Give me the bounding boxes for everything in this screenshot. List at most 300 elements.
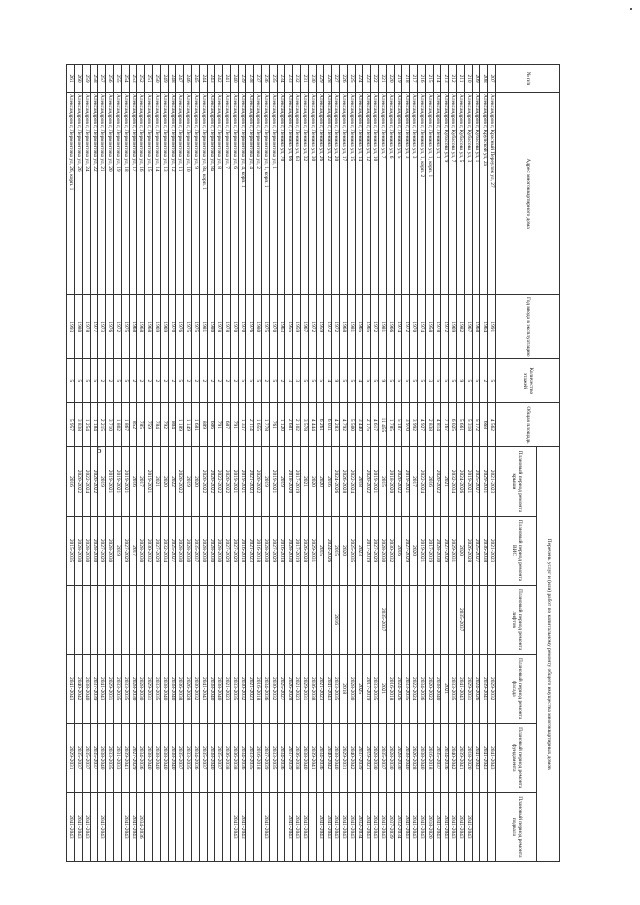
address-cell: Александров г, Лермонтова ул, 13 xyxy=(160,93,168,295)
table-cell: 2020-2022 xyxy=(254,447,262,516)
address-cell: Александров г, Ленина ул, 30 xyxy=(308,93,316,295)
table-cell: 2017-2019 xyxy=(293,447,301,516)
table-cell: 2041-2043 xyxy=(262,792,270,861)
table-cell: 2016 xyxy=(425,447,433,516)
table-cell: 2029-2031 xyxy=(464,654,472,723)
table-cell: 2016-2018 xyxy=(277,516,285,585)
table-cell: 2038-2040 xyxy=(207,654,215,723)
table-row xyxy=(90,65,98,862)
address-cell: Александров г, Ленина ул, 14 xyxy=(355,93,363,295)
table-cell: 2 xyxy=(215,359,223,403)
table-cell xyxy=(308,792,316,861)
table-cell xyxy=(113,792,121,861)
table-cell: 2031-2033 xyxy=(113,723,121,792)
table-cell: 2028-2030 xyxy=(90,516,98,585)
table-cell xyxy=(191,792,199,861)
table-cell xyxy=(355,585,363,654)
table-cell xyxy=(121,585,129,654)
table-cell: 1970 xyxy=(238,295,246,359)
table-cell: 247 xyxy=(176,65,184,93)
table-cell xyxy=(82,585,90,654)
table-cell: 2 xyxy=(145,359,153,403)
address-cell: Александров г, Ленина ул, 26 xyxy=(316,93,324,295)
table-cell: 2028-2030 xyxy=(207,516,215,585)
table-cell: 2038-2040 xyxy=(301,723,309,792)
table-cell: 2016 xyxy=(332,585,340,654)
table-cell: 2041-2043 xyxy=(464,792,472,861)
table-row xyxy=(363,65,371,862)
table-cell xyxy=(160,792,168,861)
table-cell: 2041-2043 xyxy=(457,792,465,861)
table-row xyxy=(145,65,153,862)
table-cell: 2033-2035 xyxy=(246,723,254,792)
table-cell: 9 xyxy=(457,359,465,403)
table-cell: 2038-2040 xyxy=(145,723,153,792)
table-cell: 2018-2020 xyxy=(285,447,293,516)
table-cell: 2 838 xyxy=(425,403,433,447)
table-cell: 1970 xyxy=(230,295,238,359)
table-cell: 2028-2030 xyxy=(74,516,82,585)
table-cell: 1964 xyxy=(480,295,488,359)
address-cell: Александров г, Ленина ул, 12 xyxy=(363,93,371,295)
table-cell: 1975 xyxy=(184,295,192,359)
header-utilities: Плановый период ремонта ВИС xyxy=(496,516,537,585)
table-row xyxy=(347,65,355,862)
address-cell: Александров г, Ленина ул, 32 xyxy=(301,93,309,295)
table-cell: 2041-2043 xyxy=(410,792,418,861)
table-cell: 2020-2022 xyxy=(363,447,371,516)
table-cell xyxy=(67,585,75,654)
table-cell: 2029-2031 xyxy=(106,654,114,723)
table-cell xyxy=(145,585,153,654)
address-cell: Александров г, Ленина ул, 10 xyxy=(371,93,379,295)
table-cell: 1972 xyxy=(332,295,340,359)
table-cell xyxy=(277,792,285,861)
table-cell: 1972 xyxy=(308,295,316,359)
table-cell: 2016-2018 xyxy=(425,723,433,792)
header-num: № п/п xyxy=(496,65,560,93)
table-cell: 3 710 xyxy=(106,403,114,447)
table-cell: 2021-2023 xyxy=(246,516,254,585)
table-cell: 2033-2035 xyxy=(371,654,379,723)
table-cell: 218 xyxy=(402,65,410,93)
table-row xyxy=(67,65,75,862)
address-cell: Александров г, Ленина ул, 3 xyxy=(402,93,410,295)
table-row xyxy=(168,65,176,862)
table-row xyxy=(425,65,433,862)
table-cell: 2028-2030 xyxy=(285,516,293,585)
table-cell: 759 xyxy=(145,403,153,447)
table-cell: 250 xyxy=(152,65,160,93)
table-cell: 2036-2038 xyxy=(480,516,488,585)
table-cell: 2041-2043 xyxy=(285,792,293,861)
scan-speck xyxy=(630,8,632,10)
table-cell: 2019-2021 xyxy=(418,516,426,585)
table-cell: 2018 xyxy=(355,447,363,516)
table-cell: 2035-2037 xyxy=(457,585,465,654)
address-cell: Александров г, Ленина ул, 7 xyxy=(379,93,387,295)
table-cell: 2034-2036 xyxy=(262,654,270,723)
header-address: Адрес многоквартирного дома xyxy=(496,93,560,295)
table-cell: 5 xyxy=(90,359,98,403)
table-cell: 2019-2021 xyxy=(145,447,153,516)
table-cell: 2028-2030 xyxy=(379,516,387,585)
table-cell: 2033-2035 xyxy=(121,654,129,723)
table-cell: 2038-2040 xyxy=(168,654,176,723)
table-row xyxy=(223,65,231,862)
table-cell: 2038-2040 xyxy=(332,723,340,792)
table-cell: 2021-2023 xyxy=(223,654,231,723)
table-cell: 2034-2036 xyxy=(238,723,246,792)
table-cell: 212 xyxy=(449,65,457,93)
table-cell: 2041-2043 xyxy=(371,792,379,861)
table-cell: 2027-2029 xyxy=(223,516,231,585)
table-cell: 243 xyxy=(207,65,215,93)
table-cell: 791 xyxy=(230,403,238,447)
table-cell xyxy=(464,585,472,654)
table-cell: 5 xyxy=(464,359,472,403)
table-cell: 1973 xyxy=(98,295,106,359)
table-cell: 2028-2030 xyxy=(199,516,207,585)
table-cell: 2015-2035 xyxy=(67,516,75,585)
address-cell: Александров г, Кубасова ул, 9 xyxy=(441,93,449,295)
table-cell: 2038-2040 xyxy=(207,723,215,792)
table-cell: 1974 xyxy=(418,295,426,359)
table-cell: 2020-2022 xyxy=(90,447,98,516)
table-cell: 2030-2032 xyxy=(386,516,394,585)
table-cell: 2041-2043 xyxy=(488,723,496,792)
table-cell: 1965 xyxy=(355,295,363,359)
table-cell: 209 xyxy=(472,65,480,93)
table-cell: 2029-2031 xyxy=(308,516,316,585)
table-cell xyxy=(394,585,402,654)
table-row xyxy=(230,65,238,862)
table-cell xyxy=(207,792,215,861)
table-cell: 2029-2031 xyxy=(301,654,309,723)
table-cell: 2035-2037 xyxy=(199,723,207,792)
table-cell: 9 xyxy=(379,359,387,403)
table-cell: 1 149 xyxy=(184,403,192,447)
table-cell xyxy=(425,585,433,654)
table-cell: 2041-2043 xyxy=(82,792,90,861)
header-facade: Плановый период ремонта фасада xyxy=(496,654,537,723)
table-cell: 2020 xyxy=(160,447,168,516)
table-cell: 5 xyxy=(316,359,324,403)
table-cell: 2021-2023 xyxy=(488,447,496,516)
table-cell: 11 455 xyxy=(379,403,387,447)
table-cell: 1975 xyxy=(191,295,199,359)
table-cell: 2038-2040 xyxy=(82,654,90,723)
table-cell: 234 xyxy=(277,65,285,93)
table-cell: 2027-2029 xyxy=(269,516,277,585)
table-row xyxy=(488,65,496,862)
table-cell: 2026-2028 xyxy=(464,516,472,585)
table-cell: 1972 xyxy=(441,295,449,359)
table-cell: 249 xyxy=(160,65,168,93)
table-cell: 2018-2020 xyxy=(464,723,472,792)
header-area: Общая площадь xyxy=(496,403,560,447)
table-cell xyxy=(301,585,309,654)
table-cell xyxy=(98,585,106,654)
table-cell: 2034-2036 xyxy=(137,792,145,861)
table-cell: 2041-2043 xyxy=(379,792,387,861)
table-cell xyxy=(137,585,145,654)
table-cell: 2028-2030 xyxy=(386,723,394,792)
table-cell: 2019-2021 xyxy=(230,447,238,516)
table-cell: 1968 xyxy=(137,295,145,359)
table-cell: 2028-2030 xyxy=(433,516,441,585)
table-cell: 1976 xyxy=(176,295,184,359)
table-cell: 2027-2029 xyxy=(371,516,379,585)
table-cell: 2017-2019 xyxy=(425,516,433,585)
table-cell: 222 xyxy=(371,65,379,93)
table-cell: 2028-2030 xyxy=(371,723,379,792)
table-cell: 1967 xyxy=(464,295,472,359)
table-cell: 5 xyxy=(301,359,309,403)
table-row xyxy=(301,65,309,862)
table-cell xyxy=(90,792,98,861)
table-cell xyxy=(293,585,301,654)
header-elevators: Плановый период ремонта лифтов xyxy=(496,585,537,654)
table-cell: 2041-2043 xyxy=(457,654,465,723)
table-cell: 2041-2043 xyxy=(74,792,82,861)
address-cell: Александров г, Лермонтова ул, 26, корп. 1 xyxy=(67,93,75,295)
table-cell: 216 xyxy=(418,65,426,93)
table-cell: 2028-2030 xyxy=(129,654,137,723)
table-cell: 2036-2038 xyxy=(176,654,184,723)
table-row xyxy=(324,65,332,862)
address-cell: Александров г, Ленина ул, 5 xyxy=(394,93,402,295)
table-cell: 4 814 xyxy=(433,403,441,447)
address-cell: Александров г, Ленина ул, 17 xyxy=(340,93,348,295)
table-cell: 3 992 xyxy=(410,403,418,447)
table-cell: 889 xyxy=(199,403,207,447)
address-cell: Александров г, Лермонтова ул, 7 xyxy=(223,93,231,295)
table-cell: 255 xyxy=(113,65,121,93)
table-cell: 2039-2041 xyxy=(121,723,129,792)
table-cell: 2025-2027 xyxy=(472,447,480,516)
table-cell: 5 500 xyxy=(347,403,355,447)
table-cell: 2017 xyxy=(129,516,137,585)
table-row xyxy=(199,65,207,862)
table-cell xyxy=(184,585,192,654)
table-cell: 2025 xyxy=(355,654,363,723)
table-cell: 1991 xyxy=(488,295,496,359)
table-cell: 3 xyxy=(293,359,301,403)
table-cell: 1958 xyxy=(425,295,433,359)
table-cell: 2038-2040 xyxy=(168,723,176,792)
address-cell: Александров г, Кубасова ул, 5 xyxy=(457,93,465,295)
table-cell: 5 xyxy=(176,359,184,403)
table-cell xyxy=(160,585,168,654)
table-cell: 5 xyxy=(433,359,441,403)
table-cell: 2 xyxy=(106,359,114,403)
table-cell: 245 xyxy=(191,65,199,93)
table-cell: 2034-2036 xyxy=(418,654,426,723)
table-cell: 215 xyxy=(425,65,433,93)
table-cell: 2 xyxy=(98,359,106,403)
table-cell: 2041-2043 xyxy=(98,792,106,861)
address-cell: Александров г, Лермонтова ул, 4 xyxy=(246,93,254,295)
table-row xyxy=(332,65,340,862)
table-cell: 1 254 xyxy=(82,403,90,447)
table-cell: 2038-2040 xyxy=(215,654,223,723)
table-cell: 2022-2024 xyxy=(418,447,426,516)
table-cell: 2020-2022 xyxy=(199,447,207,516)
address-cell: Александров г, Ленина ул, 22 xyxy=(324,93,332,295)
table-cell: 1974 xyxy=(394,295,402,359)
table-row xyxy=(129,65,137,862)
table-cell: 226 xyxy=(340,65,348,93)
table-cell: 1981 xyxy=(199,295,207,359)
table-cell: 5 xyxy=(254,359,262,403)
table-cell: 246 xyxy=(184,65,192,93)
table-cell: 2019-2021 xyxy=(464,447,472,516)
table-cell: 1978 xyxy=(433,295,441,359)
address-cell: Александров г, Лермонтова ул, 17 xyxy=(129,93,137,295)
table-cell: 1972 xyxy=(324,295,332,359)
address-cell: Александров г, Ленина ул, 6 xyxy=(386,93,394,295)
table-cell: 211 xyxy=(457,65,465,93)
table-cell: 2036-2038 xyxy=(308,654,316,723)
table-cell: 6 025 xyxy=(449,403,457,447)
table-cell: 2041-2043 xyxy=(402,792,410,861)
table-cell: 2038-2040 xyxy=(98,723,106,792)
address-cell: Александров г, Лермонтова ул, 11 xyxy=(176,93,184,295)
table-row xyxy=(355,65,363,862)
table-cell xyxy=(472,792,480,861)
table-row xyxy=(246,65,254,862)
table-cell: 2041-2043 xyxy=(293,792,301,861)
table-cell xyxy=(145,792,153,861)
table-cell: 2041-2043 xyxy=(67,654,75,723)
table-cell: 260 xyxy=(74,65,82,93)
table-cell: 1 681 xyxy=(191,403,199,447)
table-cell: 4 617 xyxy=(371,403,379,447)
table-cell: 2022 xyxy=(168,447,176,516)
table-cell: 5 xyxy=(394,359,402,403)
table-cell: 2 xyxy=(277,359,285,403)
table-cell xyxy=(184,792,192,861)
table-cell: 2 xyxy=(480,359,488,403)
address-cell: Александров г, Кубасова ул, 3 xyxy=(464,93,472,295)
table-cell: 1972 xyxy=(371,295,379,359)
table-cell xyxy=(230,585,238,654)
table-cell: 6 031 xyxy=(324,403,332,447)
rotated-table-container xyxy=(68,64,560,862)
table-cell xyxy=(277,585,285,654)
table-cell: 5 xyxy=(74,359,82,403)
table-cell: 2037-2039 xyxy=(262,723,270,792)
table-cell: 2016 xyxy=(394,516,402,585)
table-cell: 4 792 xyxy=(340,403,348,447)
table-cell: 3 440 xyxy=(355,403,363,447)
table-cell: 240 xyxy=(230,65,238,93)
table-cell: 2026-2028 xyxy=(410,723,418,792)
table-row xyxy=(191,65,199,862)
table-cell: 2035-2037 xyxy=(433,723,441,792)
table-cell: 2028-2030 xyxy=(184,516,192,585)
table-row xyxy=(184,65,192,862)
table-row xyxy=(433,65,441,862)
table-row xyxy=(449,65,457,862)
table-row xyxy=(293,65,301,862)
table-cell: 2025-2027 xyxy=(168,516,176,585)
table-cell: 7 167 xyxy=(441,403,449,447)
table-cell: 2027-2029 xyxy=(129,723,137,792)
table-cell: 2022-2024 xyxy=(410,654,418,723)
table-row xyxy=(215,65,223,862)
table-row xyxy=(152,65,160,862)
table-cell: 2019-2021 xyxy=(269,447,277,516)
table-cell: 1 802 xyxy=(113,403,121,447)
address-cell: Александров г, Кубасова ул, 1 xyxy=(472,93,480,295)
table-row xyxy=(113,65,121,862)
table-cell: 2016 xyxy=(324,447,332,516)
table-cell: 2033-2035 xyxy=(332,654,340,723)
table-cell: 2029-2031 xyxy=(480,447,488,516)
table-cell: 5 xyxy=(449,359,457,403)
table-cell: 2033-2035 xyxy=(113,654,121,723)
table-cell: 5 xyxy=(269,359,277,403)
table-cell: 2039-2041 xyxy=(457,723,465,792)
table-cell: 2016-2018 xyxy=(254,654,262,723)
table-cell: 2020-2022 xyxy=(223,447,231,516)
table-cell: 2041-2043 xyxy=(121,792,129,861)
table-cell: 5 172 xyxy=(472,403,480,447)
table-cell: 256 xyxy=(106,65,114,93)
table-cell: 2020-2022 xyxy=(74,447,82,516)
address-cell: Александров г, Ленина ул, 1, корп. 1 xyxy=(425,93,433,295)
table-cell xyxy=(129,585,137,654)
header-floors: Количество этажей xyxy=(496,359,560,403)
table-cell: 2024-2026 xyxy=(332,447,340,516)
table-cell: 2019-2021 xyxy=(121,447,129,516)
table-cell: 2025-2027 xyxy=(472,516,480,585)
address-cell: Александров г, Лермонтова ул, 12 xyxy=(168,93,176,295)
table-cell xyxy=(347,585,355,654)
address-cell: Александров г, Лермонтова ул, 1 xyxy=(269,93,277,295)
table-cell: 5 xyxy=(113,359,121,403)
table-row xyxy=(207,65,215,862)
address-cell: Александров г, Лермонтова ул, 15 xyxy=(145,93,153,295)
header-roof: Плановый период ремонта крыши xyxy=(496,447,537,516)
address-cell: Александров г, Лермонтова ул, 20 xyxy=(106,93,114,295)
table-cell: 1968 xyxy=(472,295,480,359)
table-cell: 219 xyxy=(394,65,402,93)
table-cell: 9 xyxy=(332,359,340,403)
address-cell: Александров г, Лермонтова ул, 6 xyxy=(230,93,238,295)
table-cell: 2 xyxy=(223,359,231,403)
table-cell: 2040-2042 xyxy=(324,723,332,792)
table-cell: 2024-2026 xyxy=(472,654,480,723)
table-cell: 2038-2040 xyxy=(433,654,441,723)
table-cell: 2038-2040 xyxy=(418,723,426,792)
table-cell: 2027-2029 xyxy=(441,516,449,585)
table-cell xyxy=(113,585,121,654)
table-cell: 2036-2038 xyxy=(223,723,231,792)
table-cell: 1963 xyxy=(277,295,285,359)
table-cell: 2 xyxy=(199,359,207,403)
address-cell: Александров г, Лермонтова ул, 24 xyxy=(82,93,90,295)
table-cell: 232 xyxy=(293,65,301,93)
table-cell: 1970 xyxy=(410,295,418,359)
table-cell xyxy=(308,585,316,654)
table-cell: 2 xyxy=(168,359,176,403)
table-cell: 2019 xyxy=(184,447,192,516)
table-cell xyxy=(285,585,293,654)
table-cell: 5 xyxy=(308,359,316,403)
